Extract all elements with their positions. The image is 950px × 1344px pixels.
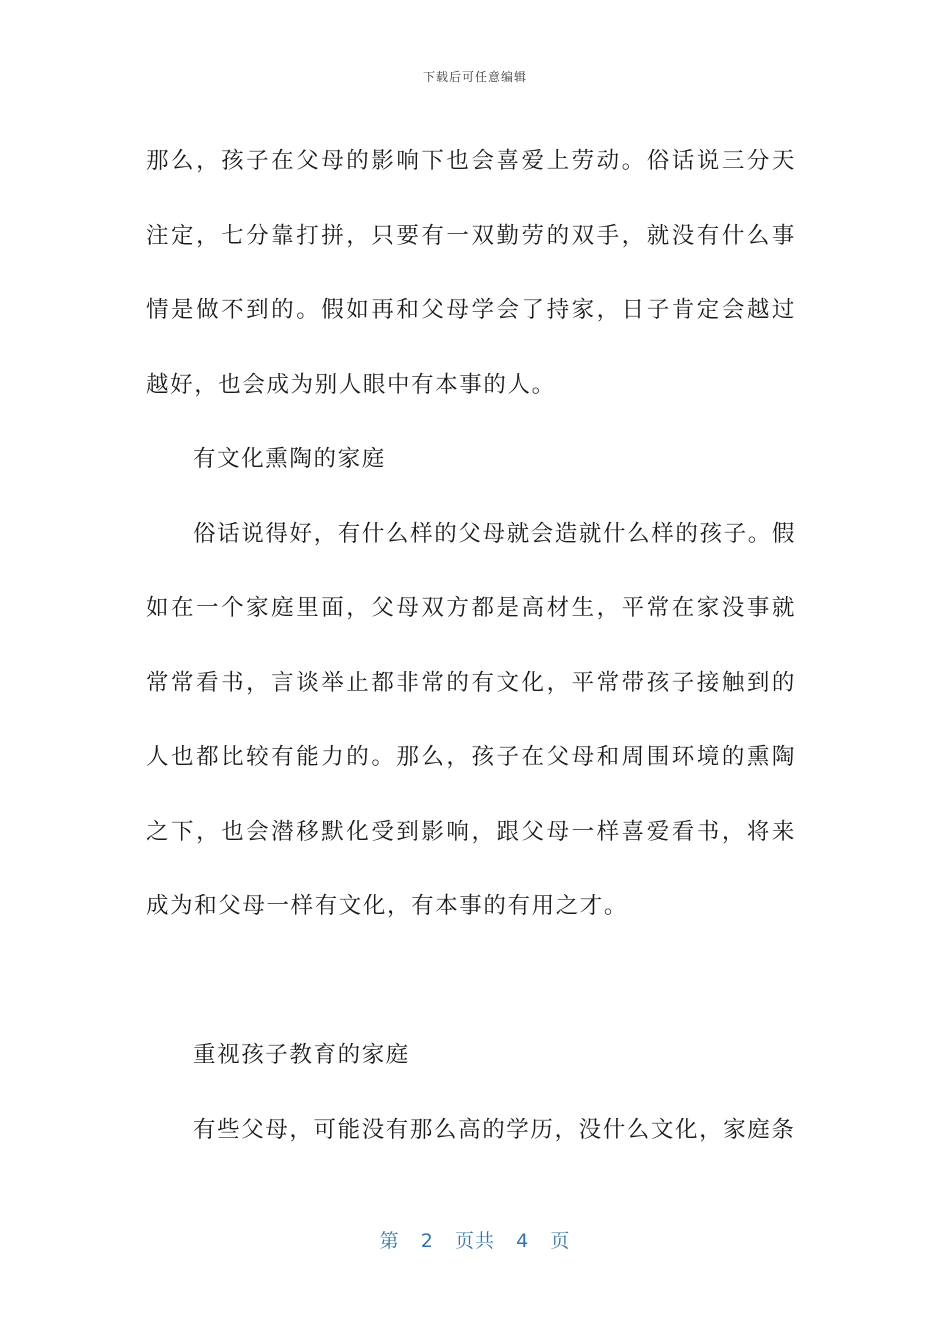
footer-prefix: 第 [379, 1230, 400, 1252]
section-heading-education-family: 重视孩子教育的家庭 [193, 1042, 410, 1068]
footer-middle: 页共 [454, 1230, 495, 1252]
footer-suffix: 页 [550, 1230, 571, 1252]
footer-current-page: 2 [420, 1230, 434, 1252]
paragraph-cultural-family: 俗话说得好，有什么样的父母就会造就什么样的孩子。假如在一个家庭里面，父母双方都是高材生，平常在家没事就常常看书，言谈举止都非常的有文化，平常带孩子接触到的人也都比较有能力的。那么，孩子在父母和周围环境的熏陶之下，也会潜移默化受到影响，跟父母一样喜爱看书，将来成为和父母一样有文化，有本事的有用之才。 [146, 520, 796, 919]
page-header: 下载后可任意编辑 [422, 70, 527, 84]
document-body [146, 124, 796, 1167]
blank-line [146, 944, 796, 1019]
section-heading-cultural-family: 有文化熏陶的家庭 [193, 446, 386, 472]
page-footer [0, 1226, 950, 1253]
paragraph-continued: 那么，孩子在父母的影响下也会喜爱上劳动。俗话说三分天注定，七分靠打拼，只要有一双勤劳的双手，就没有什么事情是做不到的。假如再和父母学会了持家，日子肯定会越过越好，也会成为别人眼中有本事的人。 [146, 148, 796, 398]
paragraph-education-family: 有些父母，可能没有那么高的学历，没什么文化，家庭条 [193, 1116, 796, 1143]
footer-total-pages: 4 [516, 1230, 530, 1252]
